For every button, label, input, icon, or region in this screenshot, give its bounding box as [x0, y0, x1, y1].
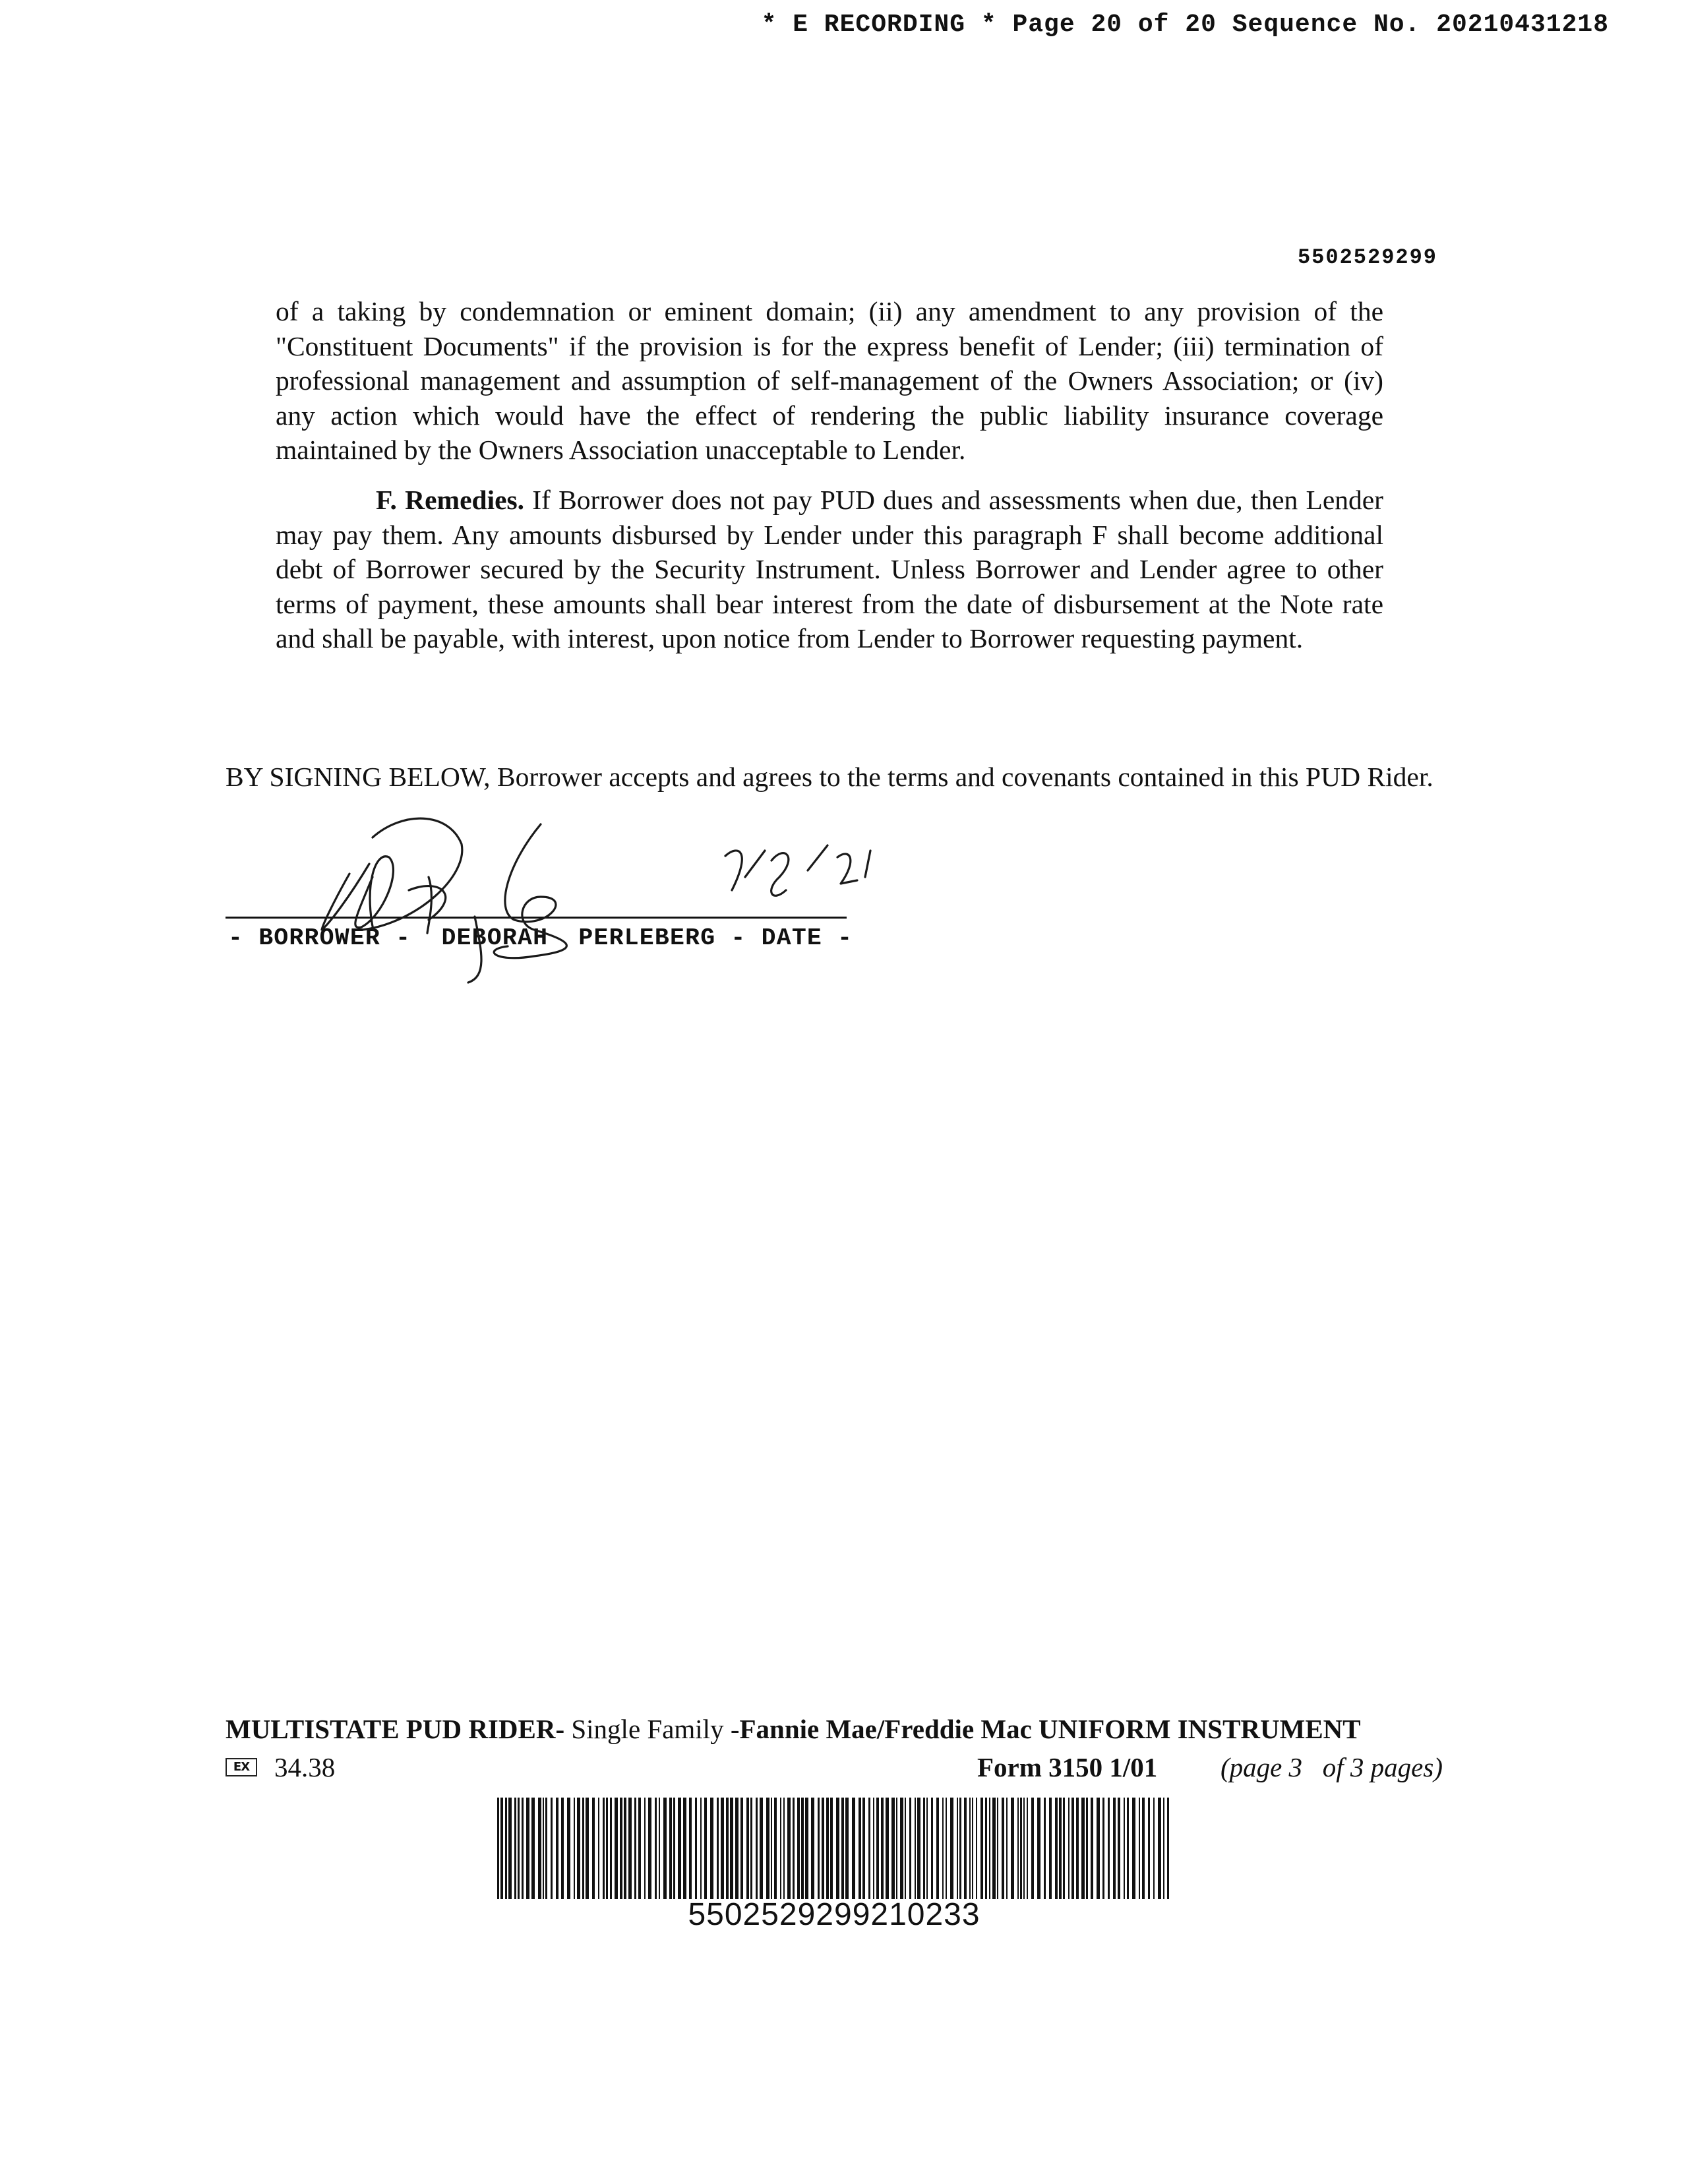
barcode-bar: [760, 1798, 763, 1899]
barcode-bar: [1071, 1798, 1074, 1899]
barcode-bar: [985, 1798, 987, 1899]
barcode-bar: [522, 1798, 524, 1899]
barcode-bar: [836, 1798, 839, 1899]
barcode-bar: [606, 1798, 608, 1899]
barcode-bar: [797, 1798, 800, 1899]
barcode: [495, 1798, 1174, 1899]
barcode-bar: [1124, 1798, 1125, 1899]
barcode-bar: [634, 1798, 636, 1899]
barcode-bar: [845, 1798, 849, 1899]
remedies-paragraph: [276, 483, 1383, 656]
barcode-bar: [1127, 1798, 1129, 1899]
barcode-bar: [876, 1798, 879, 1899]
barcode-bar: [1148, 1798, 1150, 1899]
barcode-bar: [735, 1798, 738, 1899]
barcode-bar: [710, 1798, 713, 1899]
barcode-bar: [1055, 1798, 1058, 1899]
barcode-bar: [964, 1798, 967, 1899]
barcode-bar: [989, 1798, 990, 1899]
barcode-bar: [931, 1798, 933, 1899]
signing-statement: BY SIGNING BELOW, Borrower accepts and agrees to the terms and covenants contained in this PUD Rider.: [226, 762, 1433, 792]
barcode-bar: [497, 1798, 499, 1899]
barcode-bar: [648, 1798, 651, 1899]
barcode-bar: [862, 1798, 865, 1899]
barcode-bar: [1017, 1798, 1019, 1899]
barcode-bar: [561, 1798, 564, 1899]
recording-header: * E RECORDING * Page 20 of 20 Sequence No. 20210431218: [761, 11, 1609, 39]
barcode-bar: [805, 1798, 808, 1899]
barcode-bar: [873, 1798, 874, 1899]
barcode-bar: [514, 1798, 516, 1899]
continued-paragraph-text: of a taking by condemnation or eminent domain; (ii) any amendment to any provision of the "Constituent Documents" if the provision is for the express benefit of Lender; (iii) termination of professional management and assumption of self-management of the Owners Association; or (iv) any action which would have the effect of rendering the public liability insurance coverage maintained by the Owners Association unacceptable to Lender.: [276, 296, 1383, 465]
barcode-bar: [1076, 1798, 1079, 1899]
barcode-bar: [783, 1798, 785, 1899]
barcode-bar: [538, 1798, 541, 1899]
barcode-number: 5502529299210233: [688, 1897, 980, 1932]
barcode-bar: [574, 1798, 575, 1899]
remedies-heading: F. Remedies.: [376, 485, 525, 515]
barcode-bar: [603, 1798, 605, 1899]
barcode-bar: [556, 1798, 558, 1899]
barcode-bar: [526, 1798, 529, 1899]
barcode-bar: [551, 1798, 553, 1899]
barcode-bar: [915, 1798, 916, 1899]
barcode-bar: [756, 1798, 758, 1899]
barcode-bar: [801, 1798, 804, 1899]
barcode-bar: [900, 1798, 903, 1899]
page-indicator: (page 3 of 3 pages): [1220, 1752, 1443, 1782]
barcode-bar: [624, 1798, 626, 1899]
barcode-bar: [1139, 1798, 1140, 1899]
barcode-bar: [615, 1798, 618, 1899]
barcode-bar: [909, 1798, 911, 1899]
barcode-bar: [518, 1798, 520, 1899]
barcode-bar: [1049, 1798, 1052, 1899]
form-version-code: 34.38: [274, 1752, 336, 1782]
barcode-bar: [730, 1798, 733, 1899]
barcode-bar: [891, 1798, 895, 1899]
barcode-bar: [582, 1798, 584, 1899]
barcode-bar: [1097, 1798, 1100, 1899]
barcode-bar: [1006, 1798, 1008, 1899]
barcode-bar: [1113, 1798, 1116, 1899]
barcode-bar: [811, 1798, 814, 1899]
barcode-bar: [678, 1798, 681, 1899]
barcode-bar: [1118, 1798, 1120, 1899]
barcode-bar: [841, 1798, 844, 1899]
barcode-bar: [822, 1798, 824, 1899]
barcode-bar: [830, 1798, 833, 1899]
barcode-bar: [774, 1798, 777, 1899]
barcode-bar: [673, 1798, 675, 1899]
barcode-bar: [695, 1798, 697, 1899]
barcode-bar: [1068, 1798, 1070, 1899]
barcode-bar: [959, 1798, 961, 1899]
barcode-bar: [669, 1798, 672, 1899]
barcode-bar: [946, 1798, 947, 1899]
barcode-bar: [1044, 1798, 1046, 1899]
handwritten-signature: [310, 798, 943, 989]
barcode-bar: [586, 1798, 589, 1899]
barcode-bar: [638, 1798, 641, 1899]
barcode-bar: [976, 1798, 977, 1899]
barcode-bar: [972, 1798, 973, 1899]
barcode-bar: [655, 1798, 657, 1899]
barcode-bar: [997, 1798, 998, 1899]
form-title-part1: MULTISTATE PUD RIDER-: [226, 1714, 565, 1744]
barcode-bar: [1132, 1798, 1135, 1899]
barcode-bar: [505, 1798, 507, 1899]
barcode-bar: [1063, 1798, 1065, 1899]
form-title: [226, 1713, 1361, 1745]
barcode-bar: [543, 1798, 544, 1899]
barcode-bar: [592, 1798, 595, 1899]
barcode-bar: [740, 1798, 743, 1899]
barcode-bar: [1081, 1798, 1085, 1899]
barcode-bar: [980, 1798, 983, 1899]
barcode-bar: [1167, 1798, 1169, 1899]
barcode-bar: [628, 1798, 632, 1899]
barcode-bar: [1108, 1798, 1110, 1899]
barcode-bar: [1037, 1798, 1040, 1899]
barcode-bar: [746, 1798, 749, 1899]
barcode-bar: [508, 1798, 512, 1899]
borrower-caption: - BORROWER - DEBORAH PERLEBERG - DATE -: [228, 925, 853, 952]
barcode-bar: [683, 1798, 686, 1899]
barcode-bar: [500, 1798, 503, 1899]
barcode-bar: [780, 1798, 781, 1899]
remedies-text: If Borrower does not pay PUD dues and assessments when due, then Lender may pay them. Any amounts disbursed by Lender under this paragraph F shall become additional debt of Borrower secured by the Security Instrument. Unless Borrower and Lender agree to other terms of payment, these amounts shall bear interest from the date of disbursement at the Note rate and shall be payable, with interest, upon notice from Lender to Borrower requesting payment.: [276, 485, 1383, 653]
barcode-bar: [950, 1798, 953, 1899]
barcode-bar: [1059, 1798, 1062, 1899]
barcode-bar: [826, 1798, 829, 1899]
barcode-bar: [721, 1798, 724, 1899]
loan-number: 5502529299: [1297, 245, 1437, 270]
barcode-bar: [1153, 1798, 1155, 1899]
barcode-bar: [644, 1798, 646, 1899]
form-number: Form 3150 1/01: [977, 1752, 1158, 1782]
barcode-bar: [1158, 1798, 1161, 1899]
barcode-bar: [1163, 1798, 1164, 1899]
barcode-bar: [886, 1798, 889, 1899]
barcode-bar: [1102, 1798, 1104, 1899]
barcode-bar: [942, 1798, 944, 1899]
barcode-bar: [868, 1798, 870, 1899]
barcode-bar: [620, 1798, 622, 1899]
barcode-bar: [917, 1798, 920, 1899]
barcode-bar: [787, 1798, 791, 1899]
barcode-bar: [1027, 1798, 1028, 1899]
barcode-bar: [859, 1798, 861, 1899]
barcode-bar: [1031, 1798, 1034, 1899]
barcode-bar: [936, 1798, 939, 1899]
barcode-bar: [881, 1798, 884, 1899]
barcode-bar: [577, 1798, 580, 1899]
barcode-bar: [1142, 1798, 1145, 1899]
barcode-bar: [1086, 1798, 1088, 1899]
barcode-bar: [750, 1798, 752, 1899]
barcode-bar: [531, 1798, 535, 1899]
barcode-bar: [818, 1798, 820, 1899]
continued-paragraph: [276, 294, 1383, 468]
barcode-bar: [726, 1798, 729, 1899]
form-code-row: [226, 1751, 1443, 1786]
barcode-bar: [1011, 1798, 1014, 1899]
barcode-bar: [567, 1798, 570, 1899]
ex-badge-icon: EX: [226, 1758, 257, 1776]
barcode-bar: [1023, 1798, 1025, 1899]
barcode-bar: [896, 1798, 897, 1899]
barcode-bar: [598, 1798, 599, 1899]
barcode-bar: [610, 1798, 612, 1899]
barcode-bar: [689, 1798, 692, 1899]
barcode-bar: [923, 1798, 925, 1899]
barcode-bar: [704, 1798, 707, 1899]
barcode-bar: [926, 1798, 928, 1899]
barcode-bar: [659, 1798, 660, 1899]
barcode-bar: [1020, 1798, 1022, 1899]
barcode-bar: [545, 1798, 547, 1899]
barcode-bar: [992, 1798, 996, 1899]
barcode-bar: [663, 1798, 667, 1899]
barcode-bar: [793, 1798, 795, 1899]
barcode-bar: [852, 1798, 855, 1899]
barcode-bar: [717, 1798, 719, 1899]
barcode-bar: [700, 1798, 702, 1899]
barcode-bar: [766, 1798, 769, 1899]
form-title-part3: Fannie Mae/Freddie Mac UNIFORM INSTRUMENT: [739, 1714, 1361, 1744]
barcode-bar: [1002, 1798, 1004, 1899]
barcode-bar: [957, 1798, 958, 1899]
barcode-bar: [1091, 1798, 1093, 1899]
barcode-bar: [771, 1798, 772, 1899]
form-title-part2: Single Family -: [564, 1714, 740, 1744]
barcode-bar: [969, 1798, 971, 1899]
barcode-bar: [905, 1798, 906, 1899]
